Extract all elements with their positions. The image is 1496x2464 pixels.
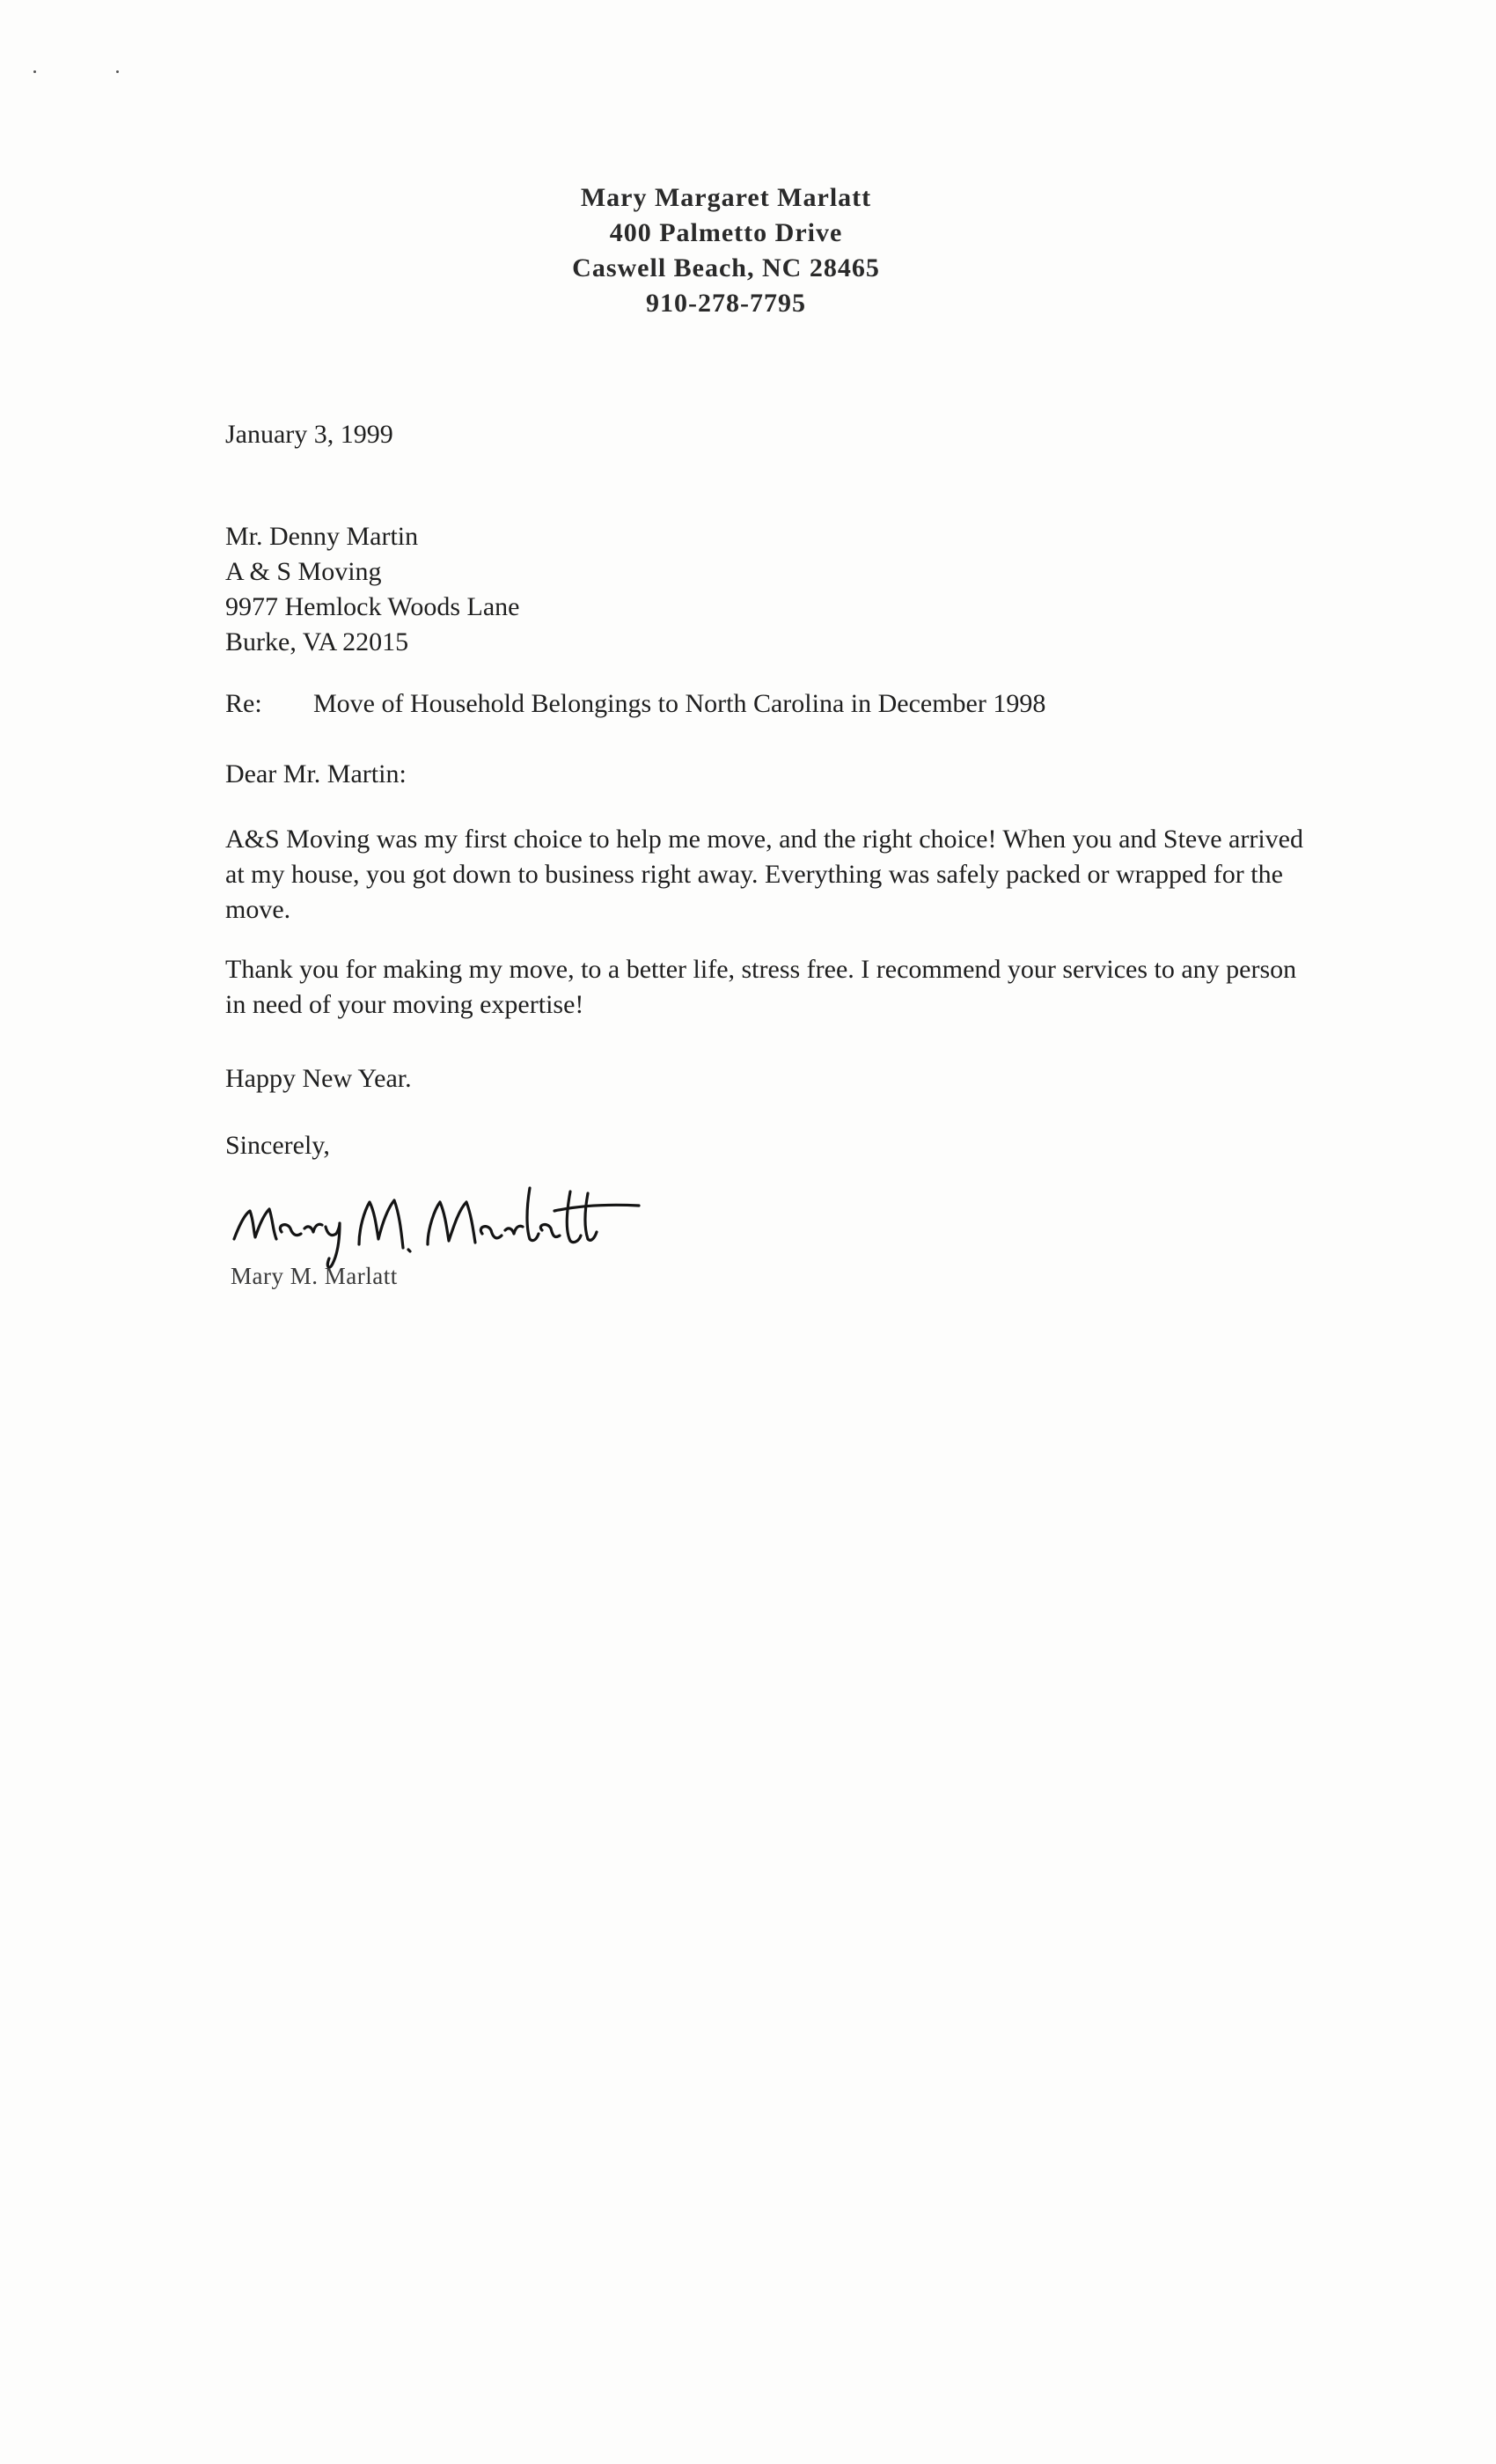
signed-name: Mary M. Marlatt	[231, 1263, 398, 1289]
letter-date: January 3, 1999	[225, 420, 393, 449]
recipient-street: 9977 Hemlock Woods Lane	[225, 592, 520, 621]
recipient-city-state-zip: Burke, VA 22015	[225, 627, 409, 656]
recipient-company: A & S Moving	[225, 557, 382, 586]
recipient-address	[225, 519, 519, 660]
body-paragraph-2: Thank you for making my move, to a better life, stress free. I recommend your services to any person in need of your moving expertise!	[225, 955, 1297, 1019]
subject-label: Re:	[225, 689, 262, 718]
scan-speck	[116, 70, 119, 73]
sender-street: 400 Palmetto Drive	[609, 218, 843, 247]
body-paragraph-1: A&S Moving was my first choice to help me move, and the right choice! When you and Steve arrived at my house, you got down to business right away. Everything was safely packed or wrapped for the move.	[225, 825, 1303, 924]
letterhead	[0, 180, 1452, 321]
recipient-name: Mr. Denny Martin	[225, 522, 419, 551]
sender-name: Mary Margaret Marlatt	[580, 183, 872, 212]
sign-off: Sincerely,	[225, 1131, 330, 1160]
sender-city-state-zip: Caswell Beach, NC 28465	[572, 253, 880, 282]
subject-line	[225, 686, 1045, 722]
scan-speck	[33, 70, 36, 73]
subject-text: Move of Household Belongings to North Carolina in December 1998	[313, 689, 1046, 718]
sender-phone: 910-278-7795	[646, 289, 806, 318]
salutation: Dear Mr. Martin:	[225, 759, 407, 788]
closing-greeting: Happy New Year.	[225, 1064, 412, 1093]
